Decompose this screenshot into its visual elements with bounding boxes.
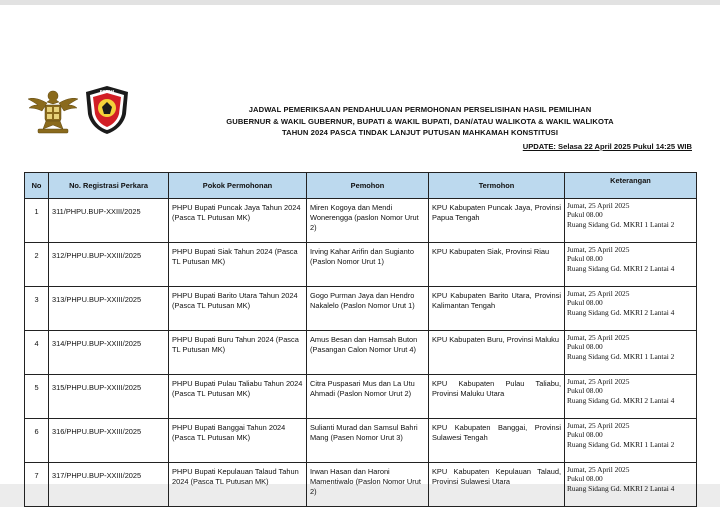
garuda-emblem-icon [26, 85, 80, 135]
keterangan-line: Jumat, 25 April 2025 [567, 245, 630, 254]
col-header-termohon: Termohon [429, 173, 565, 199]
cell-termohon: KPU Kabupaten Kepulauan Talaud, Provinsi Sulawesi Utara [429, 463, 565, 507]
cell-termohon: KPU Kabupaten Siak, Provinsi Riau [429, 243, 565, 287]
cell-no: 7 [25, 463, 49, 507]
cell-keterangan [565, 243, 697, 287]
cell-registrasi: 311/PHPU.BUP-XXIII/2025 [49, 199, 169, 243]
cell-no: 5 [25, 375, 49, 419]
cell-no: 4 [25, 331, 49, 375]
keterangan-line: Ruang Sidang Gd. MKRI 2 Lantai 4 [567, 395, 675, 405]
cell-pemohon: Miren Kogoya dan Mendi Wonerengga (paslon Nomor Urut 2) [307, 199, 429, 243]
table-row [25, 287, 697, 331]
cell-pokok: PHPU Bupati Puncak Jaya Tahun 2024 (Pasca TL Putusan MK) [169, 199, 307, 243]
title-line-3: TAHUN 2024 PASCA TINDAK LANJUT PUTUSAN MAHKAMAH KONSTITUSI [281, 128, 559, 137]
cell-termohon: KPU Kabupaten Barito Utara, Provinsi Kalimantan Tengah [429, 287, 565, 331]
cell-pemohon: Sulianti Murad dan Samsul Bahri Mang (Pasen Nomor Urut 3) [307, 419, 429, 463]
keterangan-line: Jumat, 25 April 2025 [567, 201, 630, 210]
keterangan-line: Pukul 08.00 [567, 298, 603, 308]
col-header-registrasi: No. Registrasi Perkara [49, 173, 169, 199]
cell-registrasi: 312/PHPU.BUP-XXIII/2025 [49, 243, 169, 287]
table-row [25, 419, 697, 463]
cell-pemohon: Gogo Purman Jaya dan Hendro Nakalelo (Paslon Nomor Urut 1) [307, 287, 429, 331]
svg-text:KOMISI: KOMISI [99, 89, 115, 94]
cell-keterangan [565, 375, 697, 419]
cell-keterangan [565, 463, 697, 507]
kpu-logo-icon [84, 84, 130, 136]
update-timestamp: UPDATE: Selasa 22 April 2025 Pukul 14:25 WIB [522, 142, 692, 151]
cell-pokok: PHPU Bupati Barito Utara Tahun 2024 (Pasca TL Putusan MK) [169, 287, 307, 331]
cell-pokok: PHPU Bupati Banggai Tahun 2024 (Pasca TL Putusan MK) [169, 419, 307, 463]
cell-no: 3 [25, 287, 49, 331]
cell-pokok: PHPU Bupati Pulau Taliabu Tahun 2024 (Pasca TL Putusan MK) [169, 375, 307, 419]
table-row [25, 463, 697, 507]
cell-pokok: PHPU Bupati Kepulauan Talaud Tahun 2024 (Pasca TL Putusan MK) [169, 463, 307, 507]
table-row [25, 243, 697, 287]
title-line-2: GUBERNUR & WAKIL GUBERNUR, BUPATI & WAKIL BUPATI, DAN/ATAU WALIKOTA & WAKIL WALIKOTA [226, 116, 614, 126]
viewer-top-band [0, 0, 720, 5]
schedule-table [24, 172, 697, 507]
cell-termohon: KPU Kabupaten Banggai, Provinsi Sulawesi Tengah [429, 419, 565, 463]
keterangan-line: Jumat, 25 April 2025 [567, 465, 630, 474]
cell-pokok: PHPU Bupati Buru Tahun 2024 (Pasca TL Putusan MK) [169, 331, 307, 375]
keterangan-line: Pukul 08.00 [567, 474, 603, 484]
col-header-keterangan: Keterangan [565, 173, 697, 199]
keterangan-line: Ruang Sidang Gd. MKRI 1 Lantai 2 [567, 439, 675, 449]
table-row [25, 199, 697, 243]
cell-pemohon: Irwan Hasan dan Haroni Mamentiwalo (Paslon Nomor Urut 2) [307, 463, 429, 507]
keterangan-line: Jumat, 25 April 2025 [567, 377, 630, 386]
col-header-no: No [25, 173, 49, 199]
keterangan-line: Ruang Sidang Gd. MKRI 1 Lantai 2 [567, 219, 675, 229]
cell-termohon: KPU Kabupaten Puncak Jaya, Provinsi Papua Tengah [429, 199, 565, 243]
cell-registrasi: 315/PHPU.BUP-XXIII/2025 [49, 375, 169, 419]
cell-keterangan [565, 331, 697, 375]
keterangan-line: Ruang Sidang Gd. MKRI 2 Lantai 4 [567, 263, 675, 273]
cell-termohon: KPU Kabupaten Pulau Taliabu, Provinsi Maluku Utara [429, 375, 565, 419]
cell-pemohon: Amus Besan dan Hamsah Buton (Pasangan Calon Nomor Urut 4) [307, 331, 429, 375]
col-header-pemohon: Pemohon [307, 173, 429, 199]
document-header [150, 104, 690, 139]
cell-keterangan [565, 199, 697, 243]
keterangan-line: Jumat, 25 April 2025 [567, 289, 630, 298]
table-row [25, 375, 697, 419]
keterangan-line: Pukul 08.00 [567, 342, 603, 352]
cell-no: 1 [25, 199, 49, 243]
cell-registrasi: 313/PHPU.BUP-XXIII/2025 [49, 287, 169, 331]
keterangan-line: Pukul 08.00 [567, 386, 603, 396]
cell-pemohon: Citra Puspasari Mus dan La Utu Ahmadi (Paslon Nomor Urut 2) [307, 375, 429, 419]
cell-keterangan [565, 419, 697, 463]
keterangan-line: Pukul 08.00 [567, 254, 603, 264]
table-row [25, 331, 697, 375]
title-line-1: JADWAL PEMERIKSAAN PENDAHULUAN PERMOHONAN PERSELISIHAN HASIL PEMILIHAN [248, 105, 592, 114]
keterangan-line: Pukul 08.00 [567, 430, 603, 440]
cell-registrasi: 314/PHPU.BUP-XXIII/2025 [49, 331, 169, 375]
cell-keterangan [565, 287, 697, 331]
keterangan-line: Pukul 08.00 [567, 210, 603, 220]
cell-pokok: PHPU Bupati Siak Tahun 2024 (Pasca TL Putusan MK) [169, 243, 307, 287]
cell-pemohon: Irving Kahar Arifin dan Sugianto (Paslon Nomor Urut 1) [307, 243, 429, 287]
keterangan-line: Ruang Sidang Gd. MKRI 2 Lantai 4 [567, 483, 675, 493]
col-header-pokok: Pokok Permohonan [169, 173, 307, 199]
cell-registrasi: 317/PHPU.BUP-XXIII/2025 [49, 463, 169, 507]
keterangan-line: Jumat, 25 April 2025 [567, 421, 630, 430]
keterangan-line: Ruang Sidang Gd. MKRI 2 Lantai 4 [567, 307, 675, 317]
cell-no: 6 [25, 419, 49, 463]
cell-termohon: KPU Kabupaten Buru, Provinsi Maluku [429, 331, 565, 375]
cell-no: 2 [25, 243, 49, 287]
keterangan-line: Jumat, 25 April 2025 [567, 333, 630, 342]
table-header-row [25, 173, 697, 199]
cell-registrasi: 316/PHPU.BUP-XXIII/2025 [49, 419, 169, 463]
keterangan-line: Ruang Sidang Gd. MKRI 1 Lantai 2 [567, 351, 675, 361]
